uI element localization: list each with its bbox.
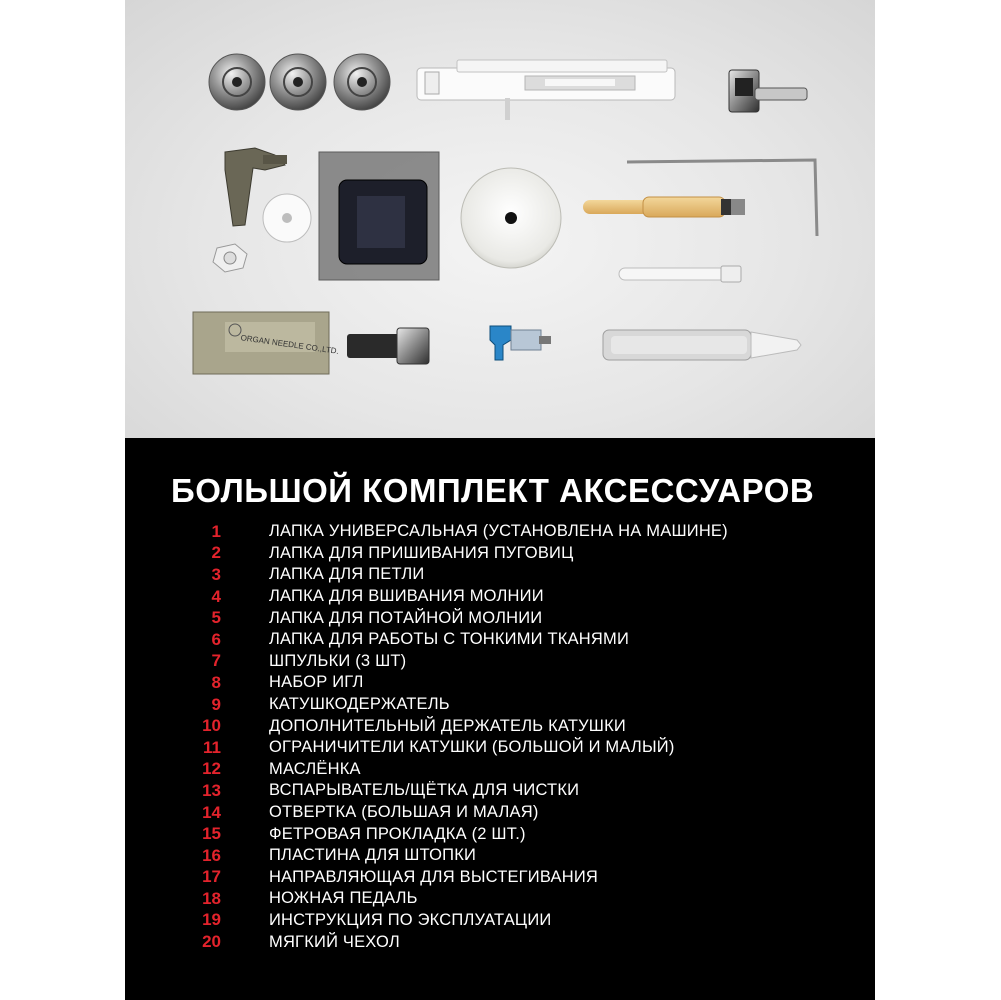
- item-label: НАПРАВЛЯЮЩАЯ ДЛЯ ВЫСТЕГИВАНИЯ: [269, 867, 599, 886]
- item-number: 15: [202, 824, 221, 844]
- blind-hem-foot-icon: [490, 326, 551, 360]
- item-number: 19: [202, 910, 221, 930]
- spool-cap-small-icon: [213, 244, 247, 272]
- seam-ripper-brush-icon: [583, 197, 745, 217]
- bobbins-icon: [209, 54, 390, 110]
- list-item: [171, 845, 728, 867]
- item-number: 11: [203, 737, 221, 757]
- list-item: [171, 629, 728, 651]
- item-number: 8: [211, 672, 221, 692]
- darning-plate-icon: [319, 152, 439, 280]
- item-label: ЛАПКА ДЛЯ ВШИВАНИЯ МОЛНИИ: [269, 587, 544, 606]
- list-item: [171, 543, 728, 565]
- item-label: ШПУЛЬКИ (3 ШТ): [269, 651, 407, 670]
- list-item: [171, 694, 728, 716]
- item-label: ВСПАРЫВАТЕЛЬ/ЩЁТКА ДЛЯ ЧИСТКИ: [269, 781, 580, 800]
- item-number: 14: [202, 802, 221, 822]
- accessories-list: [171, 521, 728, 953]
- item-label: ЛАПКА ДЛЯ РАБОТЫ С ТОНКИМИ ТКАНЯМИ: [269, 630, 630, 649]
- item-number: 1: [211, 521, 221, 541]
- needle-pack-icon: [193, 312, 339, 374]
- item-number: 20: [202, 932, 221, 952]
- item-label: ЛАПКА ДЛЯ ПЕТЛИ: [269, 565, 425, 584]
- list-item: [171, 759, 728, 781]
- list-item: [171, 651, 728, 673]
- list-item: [171, 586, 728, 608]
- list-item: [171, 564, 728, 586]
- accessories-illustration: [125, 0, 875, 438]
- felt-pad-icon: [263, 194, 311, 242]
- accessories-list-panel: [125, 438, 875, 1000]
- item-number: 4: [211, 586, 221, 606]
- needle-pack-text: ORGAN NEEDLE CO.,LTD.: [240, 333, 340, 356]
- list-item: [171, 780, 728, 802]
- list-item: [171, 607, 728, 629]
- item-label: МАСЛЁНКА: [269, 759, 361, 778]
- item-number: 12: [202, 759, 221, 779]
- item-number: 17: [202, 867, 221, 887]
- item-number: 5: [211, 608, 221, 628]
- item-label: ЛАПКА ДЛЯ ПРИШИВАНИЯ ПУГОВИЦ: [269, 543, 574, 562]
- item-label: ЛАПКА УНИВЕРСАЛЬНАЯ (УСТАНОВЛЕНА НА МАШИНЕ): [269, 522, 728, 541]
- item-number: 9: [211, 694, 221, 714]
- button-foot-icon: [347, 328, 429, 364]
- accessories-photo: [125, 0, 875, 438]
- list-item: [171, 823, 728, 845]
- list-item: [171, 737, 728, 759]
- item-number: 16: [202, 845, 221, 865]
- list-item: [171, 888, 728, 910]
- item-number: 7: [211, 651, 221, 671]
- list-item: [171, 931, 728, 953]
- item-label: КАТУШКОДЕРЖАТЕЛЬ: [269, 695, 450, 714]
- zipper-foot-icon: [729, 70, 807, 112]
- item-label: ЛАПКА ДЛЯ ПОТАЙНОЙ МОЛНИИ: [269, 608, 543, 627]
- item-number: 10: [202, 716, 221, 736]
- list-item: [171, 672, 728, 694]
- item-label: ПЛАСТИНА ДЛЯ ШТОПКИ: [269, 846, 477, 865]
- product-card: [125, 0, 875, 1000]
- oiler-icon: [603, 330, 801, 360]
- item-number: 13: [202, 780, 221, 800]
- item-label: НАБОР ИГЛ: [269, 673, 364, 692]
- list-item: [171, 802, 728, 824]
- item-label: ФЕТРОВАЯ ПРОКЛАДКА (2 ШТ.): [269, 824, 526, 843]
- item-label: ДОПОЛНИТЕЛЬНЫЙ ДЕРЖАТЕЛЬ КАТУШКИ: [269, 716, 626, 735]
- item-label: ОГРАНИЧИТЕЛИ КАТУШКИ (БОЛЬШОЙ И МАЛЫЙ): [269, 738, 675, 757]
- page-title: БОЛЬШОЙ КОМПЛЕКТ АКСЕССУАРОВ: [171, 472, 815, 509]
- list-item: [171, 715, 728, 737]
- list-item: [171, 910, 728, 932]
- item-label: НОЖНАЯ ПЕДАЛЬ: [269, 889, 418, 908]
- buttonhole-foot-icon: [417, 60, 675, 120]
- spool-cap-large-icon: [461, 168, 561, 268]
- list-item: [171, 867, 728, 889]
- item-label: ИНСТРУКЦИЯ ПО ЭКСПЛУАТАЦИИ: [269, 910, 552, 929]
- item-number: 2: [211, 543, 221, 563]
- item-label: ОТВЕРТКА (БОЛЬШАЯ И МАЛАЯ): [269, 803, 539, 822]
- item-label: МЯГКИЙ ЧЕХОЛ: [269, 932, 400, 951]
- item-number: 3: [211, 564, 221, 584]
- list-item: [171, 521, 728, 543]
- spool-pin-icon: [619, 266, 741, 282]
- item-number: 6: [211, 629, 221, 649]
- item-number: 18: [202, 888, 221, 908]
